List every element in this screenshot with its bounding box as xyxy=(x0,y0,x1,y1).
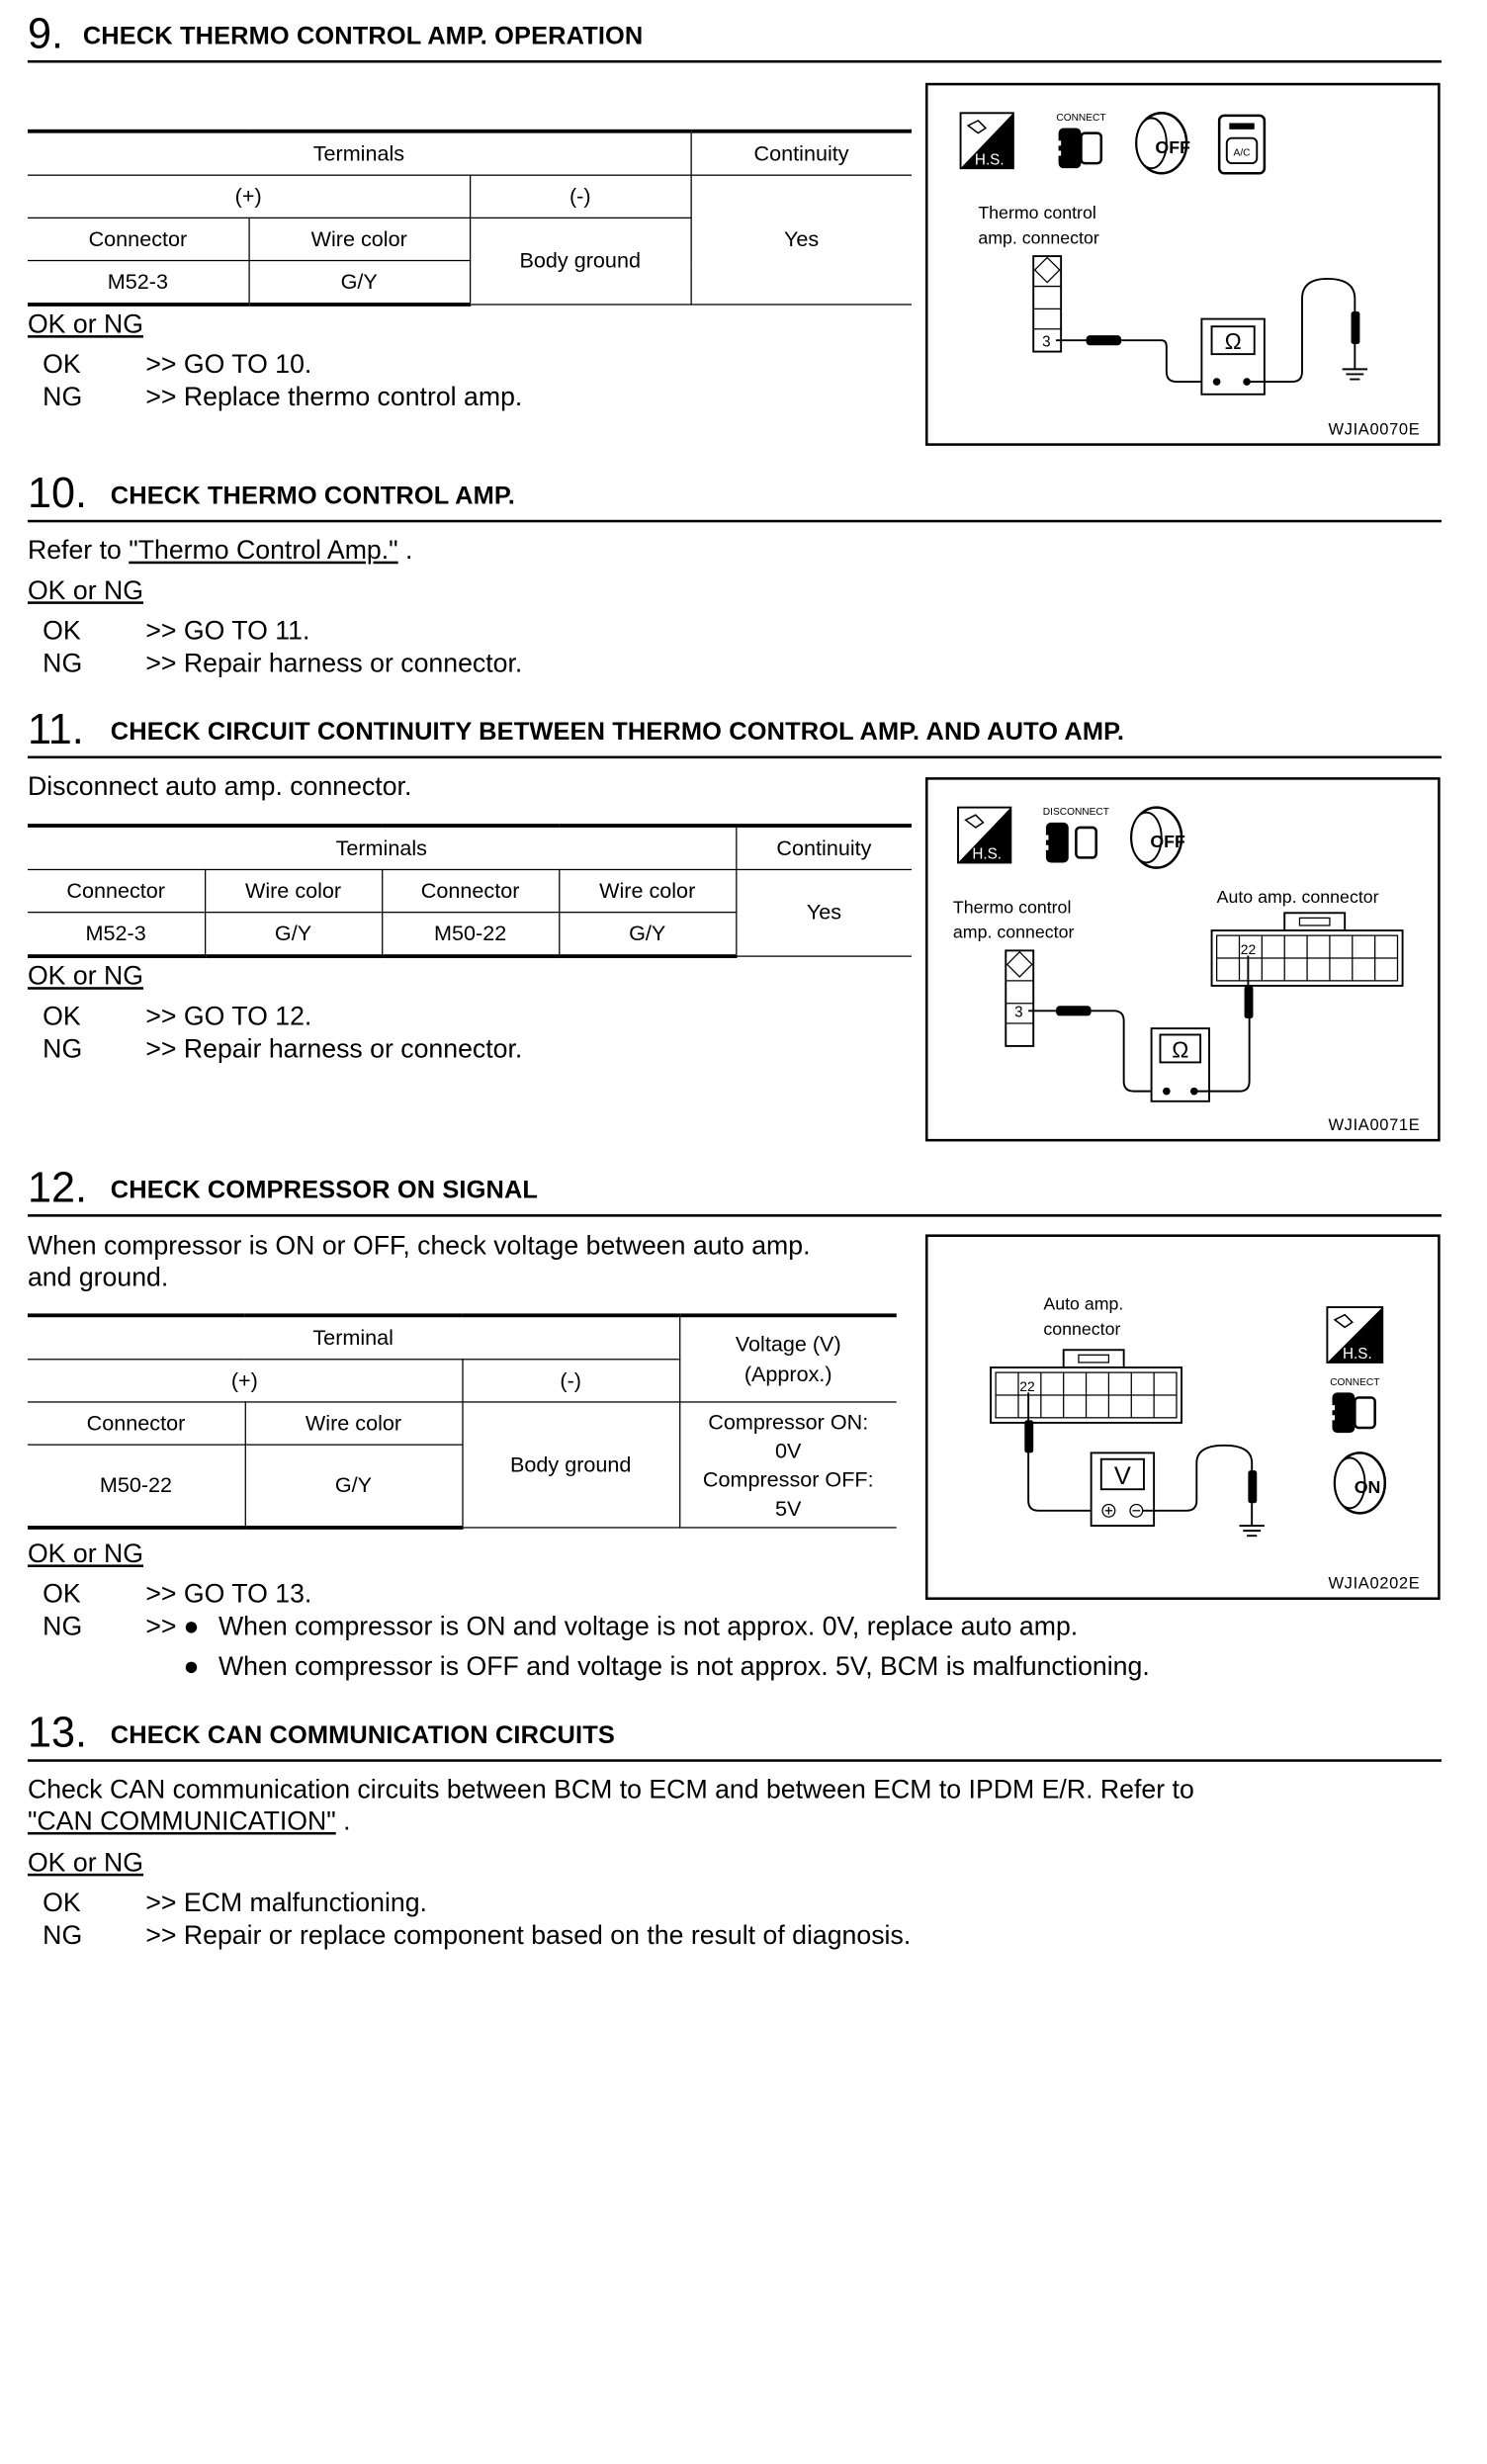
figure-wjia0202e xyxy=(925,1234,1441,1600)
ok-label: OK xyxy=(43,616,81,646)
header-continuity: Continuity xyxy=(736,826,912,869)
ng-label: NG xyxy=(43,383,83,412)
on-label: ON xyxy=(1354,1477,1381,1498)
cell-wire-color: G/Y xyxy=(248,261,470,305)
ok-or-ng-heading: OK or NG xyxy=(27,575,144,606)
voltage-off-label: Compressor OFF: xyxy=(702,1466,874,1492)
figure-wjia0071e xyxy=(925,777,1441,1141)
step-number: 11. xyxy=(27,705,84,753)
step-12-intro-line2: and ground. xyxy=(27,1263,169,1292)
disconnect-plug-icon xyxy=(1038,823,1095,863)
thermo-connector-icon xyxy=(1006,950,1033,1046)
cell-body-ground: Body ground xyxy=(470,218,691,305)
cell-continuity: Yes xyxy=(691,175,913,305)
thermo-connector-label-line2: amp. connector xyxy=(952,922,1075,942)
cell-continuity: Yes xyxy=(736,869,912,956)
header-wire-color: Wire color xyxy=(245,1402,463,1445)
step-title: CHECK THERMO CONTROL AMP. xyxy=(110,482,515,510)
cell-body-ground: Body ground xyxy=(462,1402,679,1528)
header-voltage xyxy=(679,1315,897,1402)
connector-plug-icon xyxy=(1051,129,1101,169)
volt-symbol: V xyxy=(1113,1462,1131,1491)
connector-label-line2: amp. connector xyxy=(978,227,1099,248)
thermo-control-amp-link[interactable]: "Thermo Control Amp." xyxy=(129,536,398,566)
ok-label: OK xyxy=(43,1002,81,1031)
ok-text: >> GO TO 11. xyxy=(145,616,310,646)
header-minus: (-) xyxy=(462,1360,679,1402)
refer-prefix: Refer to xyxy=(27,536,130,566)
voltage-on-value: 0V xyxy=(775,1438,802,1462)
header-wire-color: Wire color xyxy=(559,869,736,912)
bullet-dot: ● xyxy=(183,1612,200,1641)
header-connector: Connector xyxy=(28,218,249,260)
ohmmeter-icon xyxy=(1056,279,1367,395)
auto-amp-connector-label: Auto amp. connector xyxy=(1216,887,1379,908)
step-9-terminal-table xyxy=(28,130,912,307)
step-title: CHECK COMPRESSOR ON SIGNAL xyxy=(110,1176,539,1204)
hs-label: H.S. xyxy=(974,151,1005,169)
step-number: 12. xyxy=(27,1164,87,1212)
figure-wjia0070e xyxy=(925,83,1441,446)
pin-number: 3 xyxy=(1042,333,1051,351)
figure-code: WJIA0070E xyxy=(1328,419,1421,439)
header-wire-color: Wire color xyxy=(248,218,470,260)
ng-arrow: >> xyxy=(145,1612,177,1641)
step-title: CHECK THERMO CONTROL AMP. OPERATION xyxy=(82,22,644,50)
step-12-intro-line1: When compressor is ON or OFF, check voltage between auto amp. xyxy=(27,1231,811,1262)
refer-suffix: . xyxy=(397,536,413,566)
ok-label: OK xyxy=(43,350,81,380)
off-label: OFF xyxy=(1150,832,1185,852)
header-terminal: Terminal xyxy=(28,1315,679,1359)
ng-text: >> Repair harness or connector. xyxy=(145,649,523,678)
ng-label: NG xyxy=(43,1921,83,1951)
ng-label: NG xyxy=(43,1034,83,1064)
ng-bullet-2: When compressor is OFF and voltage is not approx. 5V, BCM is malfunctioning. xyxy=(218,1652,1150,1682)
step-12-header xyxy=(28,1164,1442,1216)
cell-wire-color: G/Y xyxy=(245,1445,463,1528)
header-plus: (+) xyxy=(28,1360,462,1402)
connector-plug-icon xyxy=(1325,1392,1375,1433)
ok-or-ng-heading: OK or NG xyxy=(27,1848,144,1878)
voltage-on-label: Compressor ON: xyxy=(708,1409,869,1434)
auto-amp-label-line2: connector xyxy=(1043,1319,1121,1340)
can-link-line xyxy=(28,1805,351,1838)
step-title: CHECK CIRCUIT CONTINUITY BETWEEN THERMO CONTROL AMP. AND AUTO AMP. xyxy=(110,718,1125,747)
cell-connector: M50-22 xyxy=(382,913,559,956)
ohm-symbol: Ω xyxy=(1172,1036,1189,1063)
step-11-header xyxy=(28,706,1442,758)
ok-label: OK xyxy=(43,1889,81,1918)
link-suffix: . xyxy=(335,1806,351,1836)
pin-22: 22 xyxy=(1240,941,1257,958)
step-number: 10. xyxy=(27,469,87,518)
connector-label-line1: Thermo control xyxy=(978,202,1096,222)
ng-label: NG xyxy=(43,649,83,678)
ok-or-ng-heading: OK or NG xyxy=(27,961,144,992)
figure-code: WJIA0202E xyxy=(1328,1573,1421,1593)
step-11-terminal-table xyxy=(28,824,912,958)
diagram-svg xyxy=(928,1237,1439,1597)
connect-label: CONNECT xyxy=(1330,1376,1380,1388)
step-13-header xyxy=(28,1709,1442,1761)
bullet-dot: ● xyxy=(183,1652,200,1682)
ohm-symbol: Ω xyxy=(1224,328,1242,355)
can-communication-link[interactable]: "CAN COMMUNICATION" xyxy=(27,1806,336,1836)
step-12-terminal-table xyxy=(28,1313,897,1529)
diagram-svg xyxy=(928,85,1439,443)
auto-amp-label-line1: Auto amp. xyxy=(1043,1293,1124,1314)
ng-text: >> Repair or replace component based on the result of diagnosis. xyxy=(145,1921,912,1951)
thermo-connector-label-line1: Thermo control xyxy=(952,897,1072,918)
ok-text: >> GO TO 10. xyxy=(145,350,312,380)
refer-line xyxy=(28,535,413,568)
step-number: 9. xyxy=(27,10,63,58)
hs-label: H.S. xyxy=(972,845,1003,863)
ng-label: NG xyxy=(43,1612,83,1641)
cell-voltage xyxy=(679,1402,897,1528)
cell-wire-color: G/Y xyxy=(559,913,736,956)
ng-text: >> Replace thermo control amp. xyxy=(145,383,523,412)
step-9-header xyxy=(28,10,1442,62)
header-connector: Connector xyxy=(28,869,205,912)
disconnect-label: DISCONNECT xyxy=(1042,807,1109,819)
header-terminals: Terminals xyxy=(28,132,691,175)
cell-wire-color: G/Y xyxy=(205,913,382,956)
header-terminals: Terminals xyxy=(28,826,736,869)
pin-22: 22 xyxy=(1019,1378,1035,1395)
pin-3: 3 xyxy=(1014,1004,1023,1021)
cell-connector: M52-3 xyxy=(28,913,205,956)
header-connector: Connector xyxy=(382,869,559,912)
figure-code: WJIA0071E xyxy=(1328,1114,1421,1134)
header-voltage-line1: Voltage (V) xyxy=(735,1331,841,1356)
hs-label: H.S. xyxy=(1343,1346,1372,1364)
ok-text: >> GO TO 13. xyxy=(145,1579,312,1609)
header-voltage-line2: (Approx.) xyxy=(744,1362,832,1386)
ng-bullet-1: When compressor is ON and voltage is not approx. 0V, replace auto amp. xyxy=(218,1612,1079,1641)
ng-text: >> Repair harness or connector. xyxy=(145,1034,523,1064)
cell-connector: M52-3 xyxy=(28,261,249,305)
ok-label: OK xyxy=(43,1579,81,1609)
step-number: 13. xyxy=(27,1709,87,1757)
ok-or-ng-heading: OK or NG xyxy=(27,1540,144,1569)
step-title: CHECK CAN COMMUNICATION CIRCUITS xyxy=(110,1721,615,1750)
off-label: OFF xyxy=(1155,136,1190,157)
header-plus: (+) xyxy=(28,175,470,218)
step-13-text: Check CAN communication circuits between BCM to ECM and between ECM to IPDM E/R. Refer to xyxy=(27,1775,1194,1804)
diagram-svg xyxy=(928,780,1439,1139)
cell-connector: M50-22 xyxy=(28,1445,245,1528)
step-10-header xyxy=(28,470,1442,522)
voltage-off-value: 5V xyxy=(775,1496,802,1521)
header-continuity: Continuity xyxy=(691,132,913,175)
ok-or-ng-heading: OK or NG xyxy=(27,309,144,339)
ok-text: >> GO TO 12. xyxy=(145,1002,312,1031)
ok-text: >> ECM malfunctioning. xyxy=(145,1889,427,1918)
ac-switch-icon xyxy=(1219,116,1265,173)
ac-label: A/C xyxy=(1233,147,1251,159)
header-minus: (-) xyxy=(470,175,691,218)
header-wire-color: Wire color xyxy=(205,869,382,912)
step-11-intro: Disconnect auto amp. connector. xyxy=(27,772,412,802)
connect-label: CONNECT xyxy=(1056,112,1106,124)
header-connector: Connector xyxy=(28,1402,245,1445)
